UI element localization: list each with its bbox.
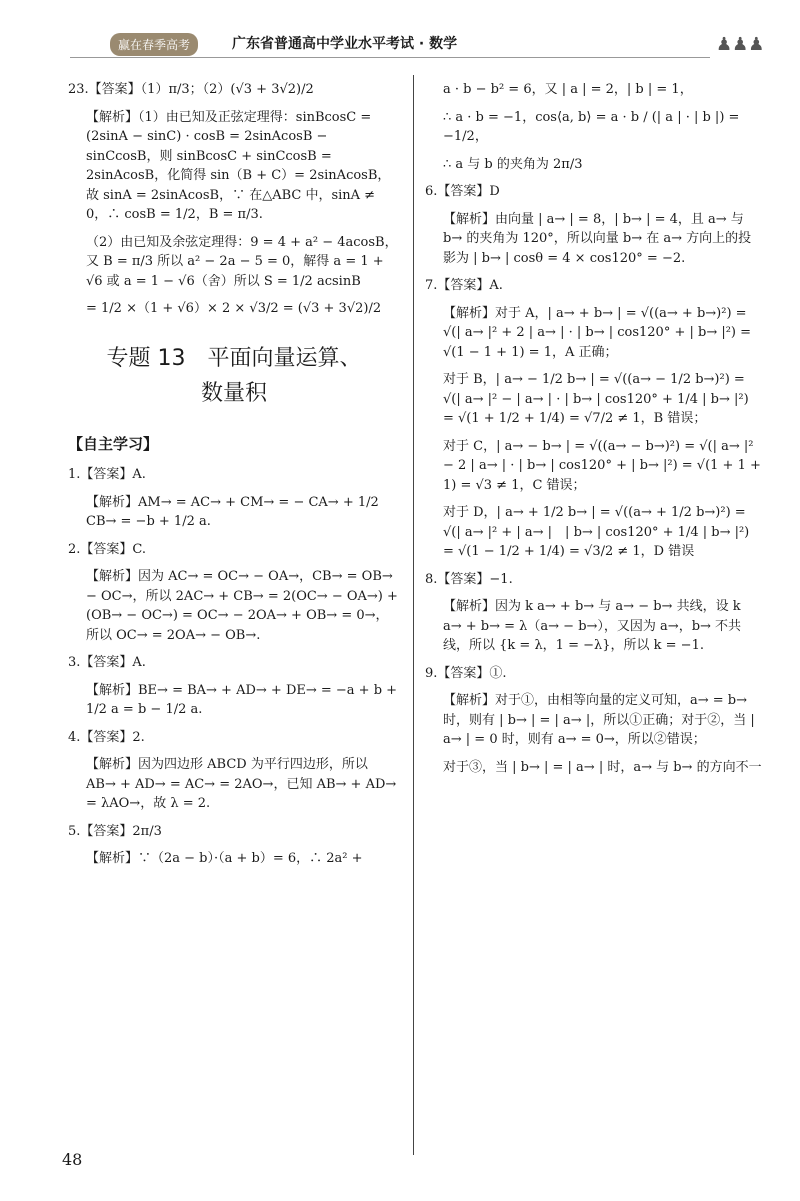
q1-answer: 1.【答案】A. bbox=[68, 467, 146, 483]
q7-option-b: 对于 B，| a→ − 1/2 b→ | = √((a→ − 1/2 b→)²) = √(| a→ |² − | a→ | · | b→ | cos120° + 1/4 | b→ |²) = √(1 + 1/2 + 1/4) = √7/2 ≠ 1，B 错误； bbox=[443, 372, 749, 426]
q7-option-a: 【解析】对于 A，| a→ + b→ | = √((a→ + b→)²) = √(| a→ |² + 2 | a→ | · | b→ | cos120° + | b→ |²) = √(1 − 1 + 1) = 1，A 正确； bbox=[443, 305, 752, 360]
q6-answer: 6.【答案】D bbox=[425, 184, 500, 199]
header-rule bbox=[70, 57, 710, 58]
q5-explanation-start: 【解析】∵（2a − b）·（a + b）= 6，∴ 2a² + bbox=[86, 851, 363, 867]
q8-explanation: 【解析】因为 k a→ + b→ 与 a→ − b→ 共线，设 k a→ + b→ = λ（a→ − b→），又因为 a→，b→ 不共线，所以 {k = λ，1 = −λ}，所以 k = −1. bbox=[443, 599, 742, 653]
q4-explanation: 【解析】因为四边形 ABCD 为平行四边形，所以 AB→ + AD→ = AC→ = 2AO→，已知 AB→ + AD→ = λAO→，故 λ = 2. bbox=[86, 757, 397, 812]
q9-explanation-1: 【解析】对于①，由相等向量的定义可知，a→ = b→ 时，则有 | b→ | = | a→ |，所以①正确；对于②，当 | a→ | = 0 时，则有 a→ = 0→，所以②错误； bbox=[443, 693, 755, 747]
q5-explanation-cont-3: ∴ a 与 b 的夹角为 2π/3 bbox=[443, 156, 583, 172]
q2-answer: 2.【答案】C. bbox=[68, 541, 147, 557]
q1-explanation: 【解析】AM→ = AC→ + CM→ = − CA→ + 1/2 CB→ = −b + 1/2 a. bbox=[86, 494, 379, 530]
q7-answer: 7.【答案】A. bbox=[425, 278, 503, 293]
q4-answer: 4.【答案】2. bbox=[68, 729, 145, 745]
q23-answer: 23.【答案】（1）π/3；（2）(√3 + 3√2)/2 bbox=[68, 82, 314, 97]
section-title-line1: 专题 13 平面向量运算、 bbox=[106, 345, 362, 371]
subsection-heading: 【自主学习】 bbox=[68, 434, 159, 453]
section-title bbox=[68, 341, 400, 411]
right-column bbox=[425, 80, 763, 785]
q9-answer: 9.【答案】①. bbox=[425, 665, 507, 681]
q8-answer: 8.【答案】−1. bbox=[425, 571, 513, 587]
q9-explanation-2: 对于③，当 | b→ | = | a→ | 时，a→ 与 b→ 的方向不一 bbox=[443, 759, 762, 775]
q23-explanation-3: = 1/2 ×（1 + √6）× 2 × √3/2 = (√3 + 3√2)/2 bbox=[86, 301, 382, 316]
column-divider bbox=[413, 75, 414, 1155]
runners-icon: ♟♟♟ bbox=[716, 34, 765, 55]
page-number: 48 bbox=[62, 1150, 83, 1169]
q23-explanation-1: 【解析】（1）由已知及正弦定理得：sinBcosC = (2sinA − sinC) · cosB = 2sinAcosB − sinCcosB，则 sinBcosC + sinCcosB = 2sinAcosB，化简得 sin（B + C）= 2sinAcosB，故 sinA = 2sinAcosB，∵ 在△ABC 中，sinA ≠ 0，∴ cosB = 1/2，B = π/3. bbox=[86, 109, 391, 222]
q7-option-c: 对于 C，| a→ − b→ | = √((a→ − b→)²) = √(| a→ |² − 2 | a→ | · | b→ | cos120° + | b→ |²) = √(1 + 1 + 1) = √3 ≠ 1，C 错误； bbox=[443, 438, 761, 493]
section-title-line2: 数量积 bbox=[200, 380, 267, 406]
q7-option-d: 对于 D，| a→ + 1/2 b→ | = √((a→ + 1/2 b→)²) = √(| a→ |² + | a→ | | b→ | cos120° + 1/4 | b→ |²) = √(1 − 1/2 + 1/4) = √3/2 ≠ 1，D 错误 bbox=[443, 505, 750, 559]
q3-explanation: 【解析】BE→ = BA→ + AD→ + DE→ = −a + b + 1/2 a = b − 1/2 a. bbox=[86, 682, 398, 718]
q5-explanation-cont-1: a · b − b² = 6，又 | a | = 2，| b | = 1， bbox=[443, 82, 693, 97]
q23-explanation-2: （2）由已知及余弦定理得：9 = 4 + a² − 4acosB，又 B = π/3 所以 a² − 2a − 5 = 0，解得 a = 1 + √6 或 a = 1 − √6（舍）所以 S = 1/2 acsinB bbox=[86, 234, 398, 289]
left-column bbox=[68, 80, 400, 877]
q5-answer: 5.【答案】2π/3 bbox=[68, 823, 162, 839]
q3-answer: 3.【答案】A. bbox=[68, 655, 146, 671]
page-header bbox=[70, 30, 770, 64]
header-title: 广东省普通高中学业水平考试 · 数学 bbox=[232, 36, 458, 52]
q6-explanation: 【解析】由向量 | a→ | = 8，| b→ | = 4，且 a→ 与 b→ 的夹角为 120°，所以向量 b→ 在 a→ 方向上的投影为 | b→ | cosθ = 4 × cos120° = −2. bbox=[443, 211, 752, 266]
series-badge: 赢在春季高考 bbox=[110, 33, 198, 56]
q5-explanation-cont-2: ∴ a · b = −1，cos⟨a, b⟩ = a · b / (| a | · | b |) = −1/2， bbox=[443, 109, 740, 144]
q2-explanation: 【解析】因为 AC→ = OC→ − OA→，CB→ = OB→ − OC→，所以 2AC→ + CB→ = 2(OC→ − OA→) + (OB→ − OC→) = OC→ − 2OA→ + OB→ = 0→，所以 OC→ = 2OA→ − OB→. bbox=[86, 569, 398, 643]
